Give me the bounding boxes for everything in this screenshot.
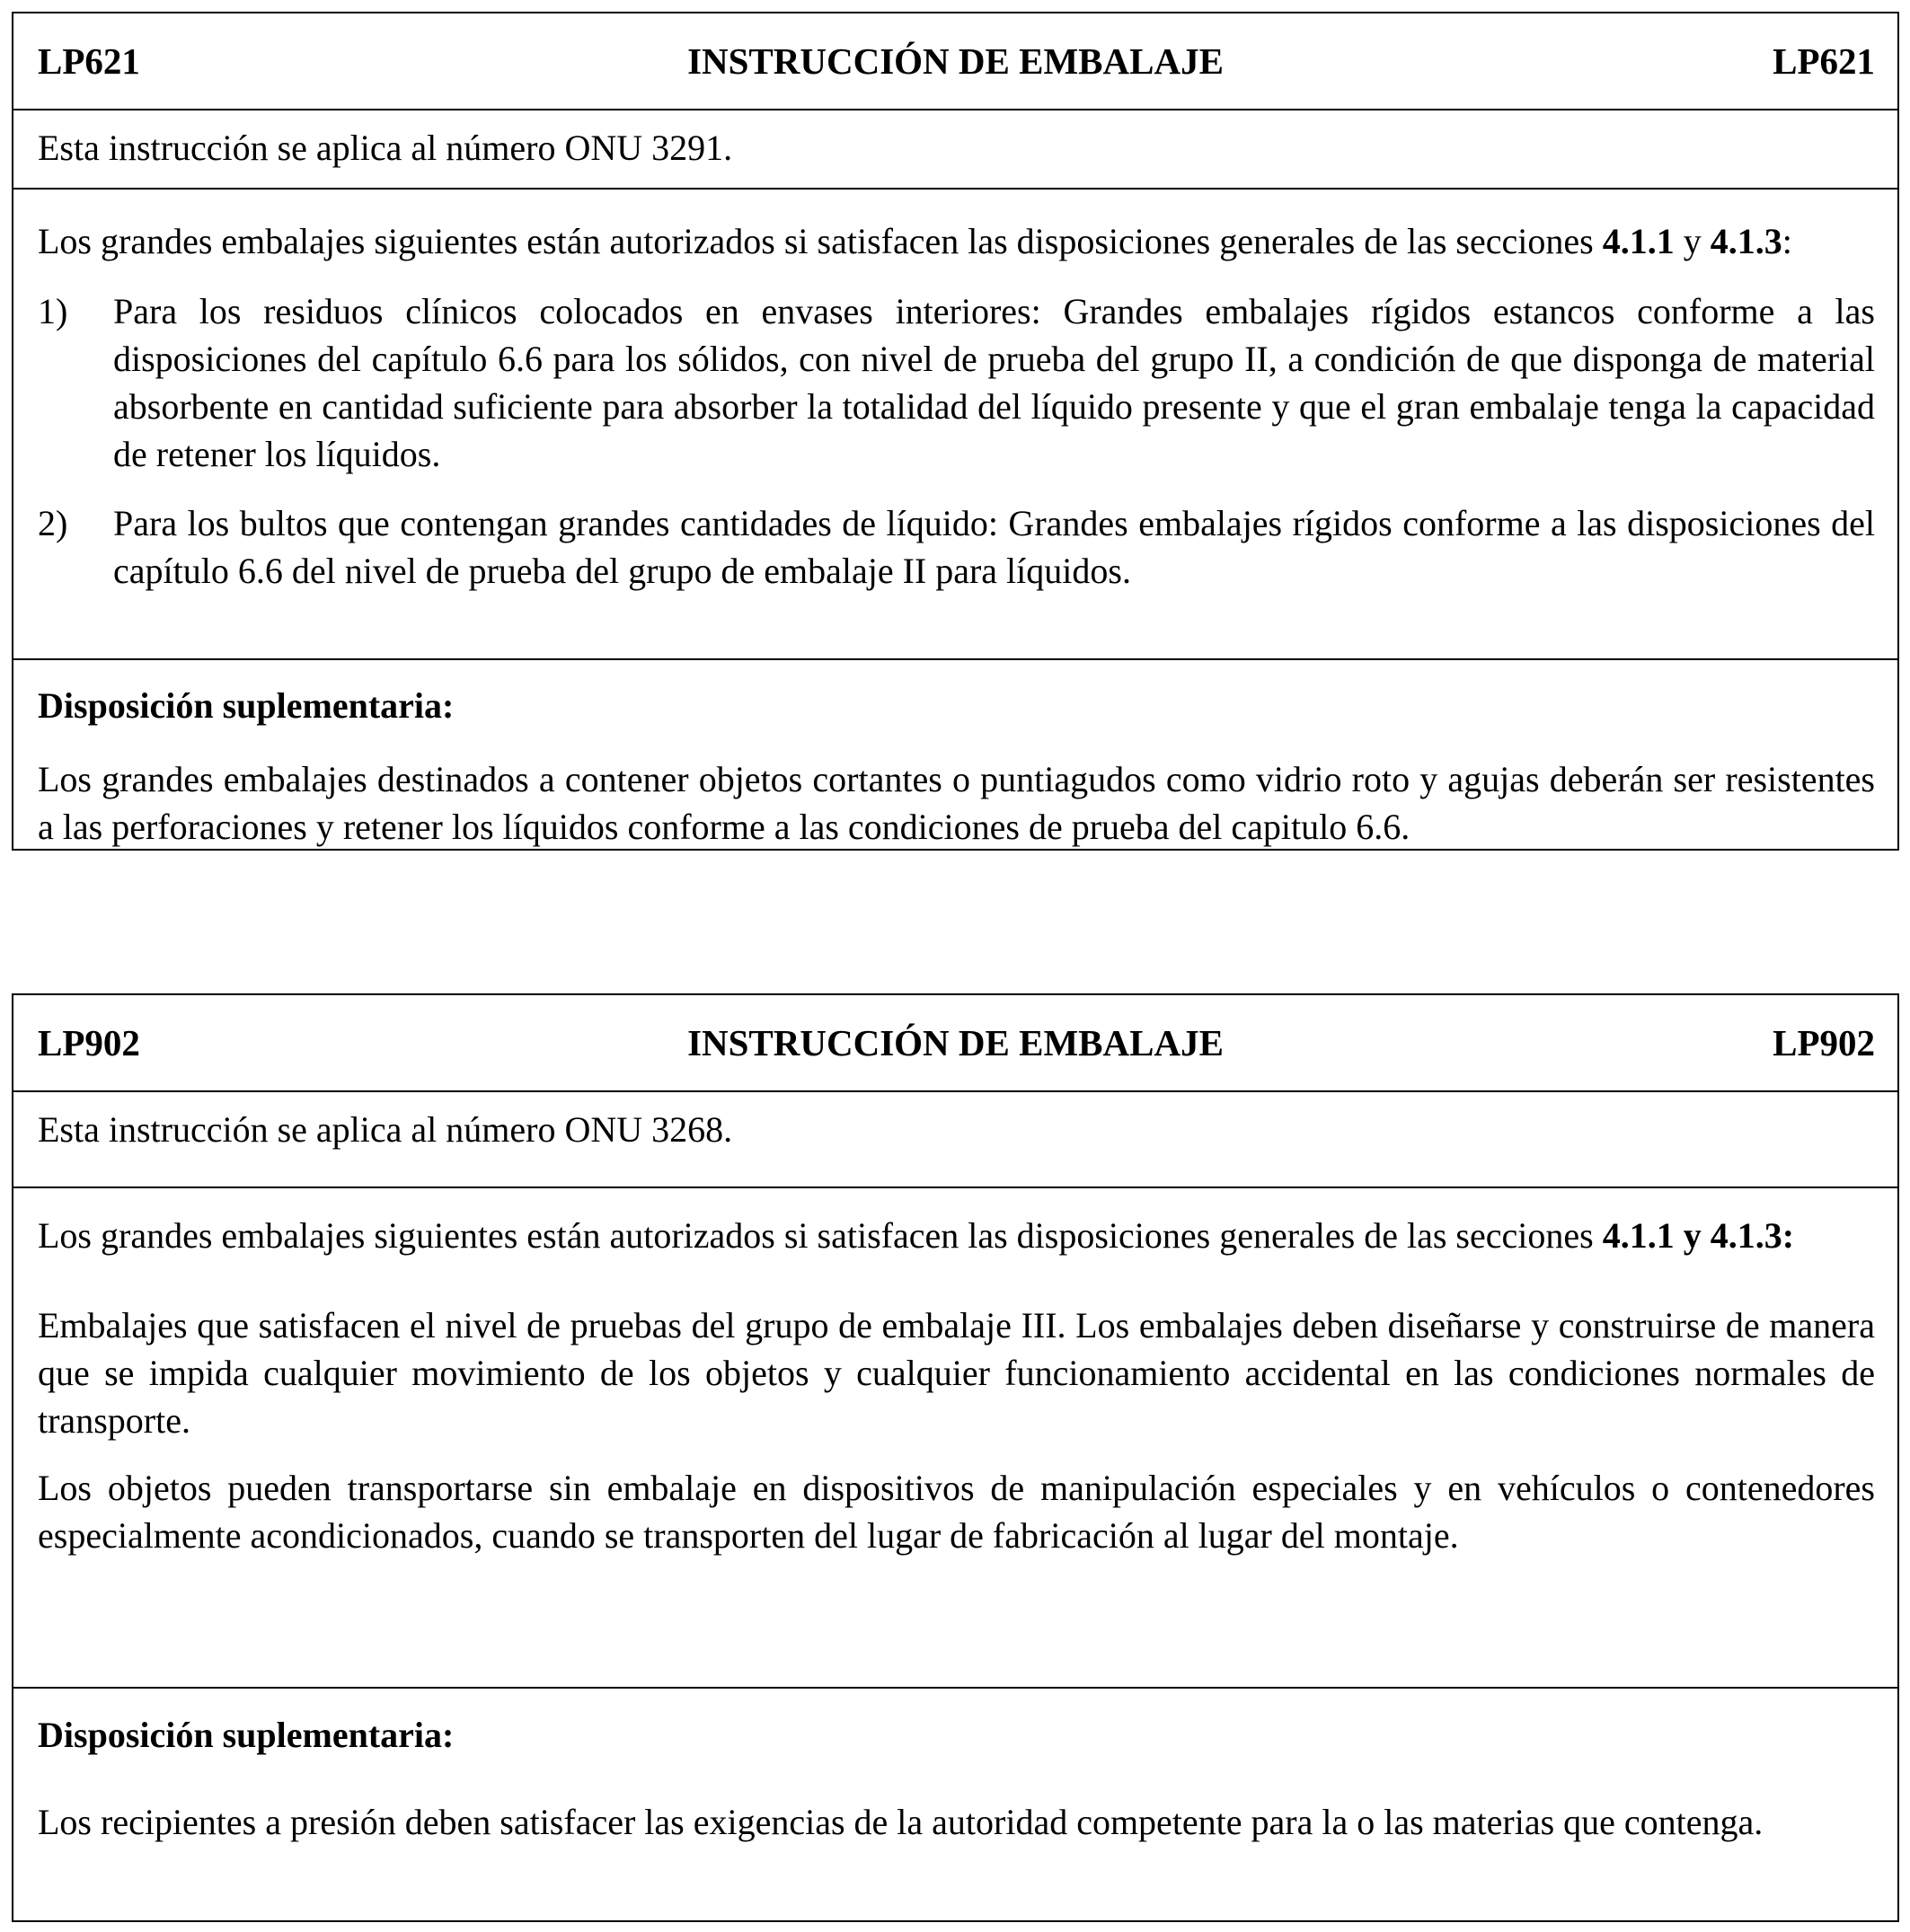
lp902-instruction-box [12, 993, 1899, 1922]
lp621-item-1-number: 1) [38, 291, 68, 331]
lp621-list-item-2 [38, 499, 1875, 595]
lp902-intro-bold: 4.1.1 y 4.1.3: [1602, 1215, 1795, 1256]
lp621-code-right: LP621 [1773, 40, 1875, 82]
lp902-header [13, 995, 1897, 1090]
lp621-supplementary-row [13, 658, 1897, 851]
lp902-supp-text: Los recipientes a presión deben satisfacer las exigencias de la autoridad competente para la o las materias que contenga. [38, 1802, 1764, 1842]
lp621-intro-text: Los grandes embalajes siguientes están autorizados si satisfacen las disposiciones generales de las secciones [38, 221, 1603, 261]
lp902-para-2: Los objetos pueden transportarse sin embalaje en dispositivos de manipulación especiales y en vehículos o contenedores especialmente acondicionados, cuando se transporten del lugar de fabricación al lugar del montaje. [38, 1468, 1875, 1556]
lp902-applies-text: Esta instrucción se aplica al número ONU 3268. [38, 1109, 733, 1150]
lp902-supplementary-row [13, 1687, 1897, 1922]
lp902-authorized-row [13, 1187, 1897, 1687]
lp621-intro-ref2: 4.1.3 [1710, 221, 1782, 261]
lp902-code-right: LP902 [1773, 1021, 1875, 1063]
lp621-supp-text: Los grandes embalajes destinados a contener objetos cortantes o puntiagudos como vidrio roto y agujas deberán ser resistentes a las perforaciones y retener los líquidos conforme a las condiciones de prueba del capitulo 6.6. [38, 759, 1875, 847]
lp621-header [13, 13, 1897, 109]
lp621-authorized-row [13, 188, 1897, 658]
lp621-intro [38, 217, 1875, 265]
lp621-intro-and: y [1674, 221, 1711, 261]
lp902-intro-text: Los grandes embalajes siguientes están autorizados si satisfacen las disposiciones generales de las secciones [38, 1215, 1603, 1256]
lp621-applies-row [13, 109, 1897, 188]
lp902-para-1: Embalajes que satisfacen el nivel de pruebas del grupo de embalaje III. Los embalajes deben diseñarse y construirse de manera que se impida cualquier movimiento de los objetos y cualquier funcionamiento accidental en las condiciones normales de transporte. [38, 1305, 1875, 1441]
lp621-applies-text: Esta instrucción se aplica al número ONU 3291. [38, 128, 733, 168]
lp621-supp-heading: Disposición suplementaria: [38, 685, 455, 726]
lp621-code-left: LP621 [38, 40, 140, 82]
lp621-intro-ref1: 4.1.1 [1602, 221, 1675, 261]
lp902-title: INSTRUCCIÓN DE EMBALAJE [687, 1021, 1224, 1063]
lp902-code-left: LP902 [38, 1021, 140, 1063]
lp621-instruction-box [12, 12, 1899, 851]
lp621-intro-end: : [1782, 221, 1792, 261]
lp621-item-1-text: Para los residuos clínicos colocados en envases interiores: Grandes embalajes rígidos estancos conforme a las disposiciones del capítulo 6.6 para los sólidos, con nivel de prueba del grupo II, a condición de que disponga de material absorbente en cantidad suficiente para absorber la totalidad del líquido presente y que el gran embalaje tenga la capacidad de retener los líquidos. [113, 291, 1875, 474]
lp621-item-2-text: Para los bultos que contengan grandes cantidades de líquido: Grandes embalajes rígidos conforme a las disposiciones del capítulo 6.6 del nivel de prueba del grupo de embalaje II para líquidos. [113, 503, 1875, 591]
lp902-intro [38, 1212, 1875, 1259]
lp902-supp-heading: Disposición suplementaria: [38, 1715, 455, 1755]
lp621-item-2-number: 2) [38, 503, 68, 543]
lp621-list-item-1 [38, 287, 1875, 478]
lp902-applies-row [13, 1090, 1897, 1187]
lp621-title: INSTRUCCIÓN DE EMBALAJE [687, 40, 1224, 82]
